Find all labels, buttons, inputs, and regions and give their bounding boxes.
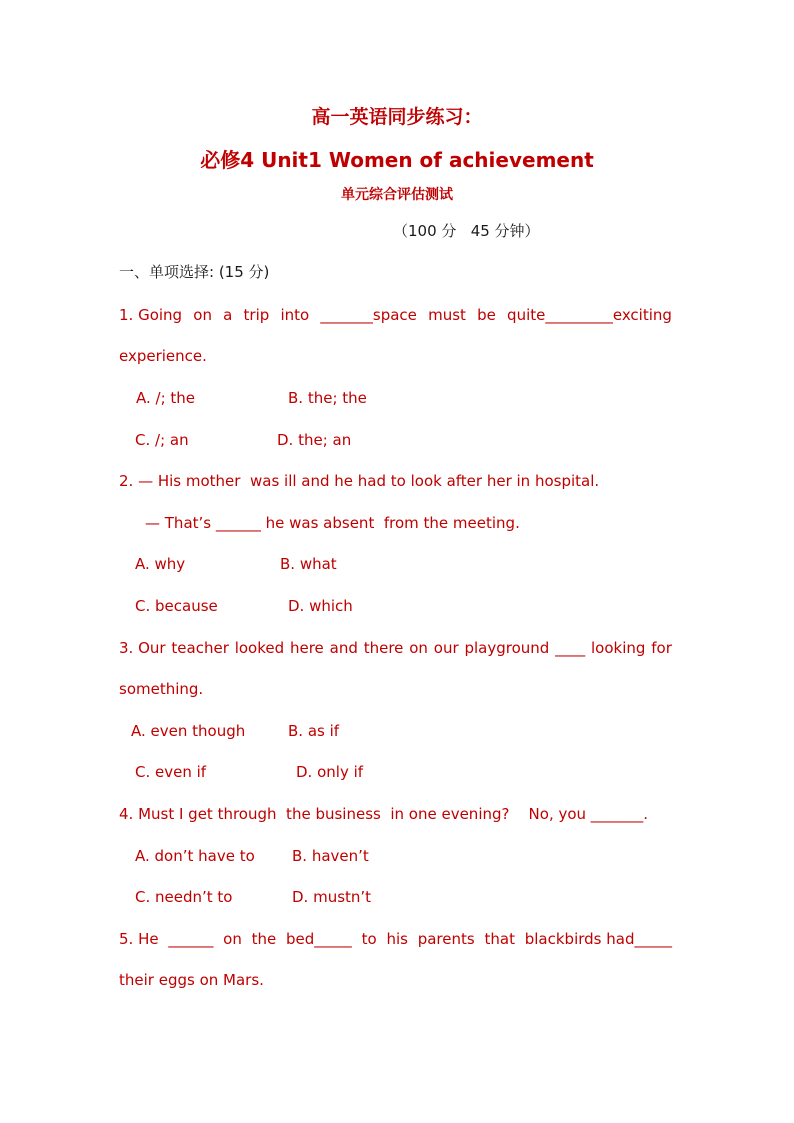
q1-word: trip xyxy=(243,306,270,324)
q5-word: parents xyxy=(417,930,475,948)
question-2-option-a: A. why xyxy=(135,555,186,573)
q5-word: on xyxy=(223,930,242,948)
q5-word: bed_____ xyxy=(286,930,352,948)
question-1-stem-continued: experience. xyxy=(119,347,207,365)
q1-word: must xyxy=(428,306,466,324)
q1-word: 1. Going xyxy=(119,306,183,324)
q5-word: 5. He xyxy=(119,930,159,948)
q3-word: teacher xyxy=(171,639,229,657)
question-4-option-c: C. needn’t to xyxy=(135,888,233,906)
q3-word: 3. Our xyxy=(119,639,166,657)
question-2-option-c: C. because xyxy=(135,597,218,615)
question-1-option-b: B. the; the xyxy=(288,389,367,407)
question-4-option-d: D. mustn’t xyxy=(292,888,372,906)
q5-word: blackbirds had_____ xyxy=(524,930,672,948)
question-4-stem: 4. Must I get through the business in one evening? No, you _______. xyxy=(119,805,649,823)
question-1-option-c: C. /; an xyxy=(135,431,189,449)
q3-word: there xyxy=(363,639,404,657)
q5-word: to xyxy=(361,930,377,948)
q1-word: on xyxy=(193,306,212,324)
question-3-option-a: A. even though xyxy=(131,722,246,740)
question-5-stem xyxy=(119,932,672,947)
question-3-option-c: C. even if xyxy=(135,763,207,781)
question-3-option-b: B. as if xyxy=(288,722,340,740)
question-3-stem-continued: something. xyxy=(119,680,204,698)
score-time-note: （100 分 45 分钟） xyxy=(393,222,540,240)
q1-word: be xyxy=(477,306,496,324)
q1-word: a xyxy=(223,306,233,324)
question-4-option-b: B. haven’t xyxy=(292,847,369,865)
question-1-stem xyxy=(119,308,672,323)
question-2-option-d: D. which xyxy=(288,597,353,615)
q1-word: _______space xyxy=(320,306,417,324)
question-2-stem: 2. — His mother was ill and he had to look after her in hospital. xyxy=(119,472,600,490)
document-title: 高一英语同步练习： xyxy=(311,106,483,128)
document-subtitle: 必修4 Unit1 Women of achievement xyxy=(200,148,594,172)
q3-word: on xyxy=(409,639,428,657)
q3-word: playground xyxy=(464,639,550,657)
q3-word: ____ xyxy=(555,639,586,657)
q1-word: quite_________exciting xyxy=(507,306,672,324)
unit-test-heading: 单元综合评估测试 xyxy=(341,187,453,203)
question-2-dialogue-reply: — That’s ______ he was absent from the meeting. xyxy=(145,514,520,532)
q5-word: his xyxy=(386,930,408,948)
q3-word: for xyxy=(651,639,672,657)
section-heading: 一、单项选择: (15 分) xyxy=(119,263,270,281)
question-2-option-b: B. what xyxy=(280,555,337,573)
q3-word: here xyxy=(289,639,324,657)
q3-word: looking xyxy=(591,639,646,657)
question-4-option-a: A. don’t have to xyxy=(135,847,255,865)
question-3-stem xyxy=(119,641,672,656)
question-3-option-d: D. only if xyxy=(296,763,364,781)
q5-word: the xyxy=(251,930,277,948)
q3-word: looked xyxy=(234,639,285,657)
question-1-option-a: A. /; the xyxy=(136,389,196,407)
question-1-option-d: D. the; an xyxy=(277,431,352,449)
q5-word: that xyxy=(484,930,515,948)
q1-word: into xyxy=(280,306,310,324)
question-5-stem-continued: their eggs on Mars. xyxy=(119,971,264,989)
q3-word: and xyxy=(329,639,358,657)
q3-word: our xyxy=(433,639,459,657)
q5-word: ______ xyxy=(168,930,214,948)
